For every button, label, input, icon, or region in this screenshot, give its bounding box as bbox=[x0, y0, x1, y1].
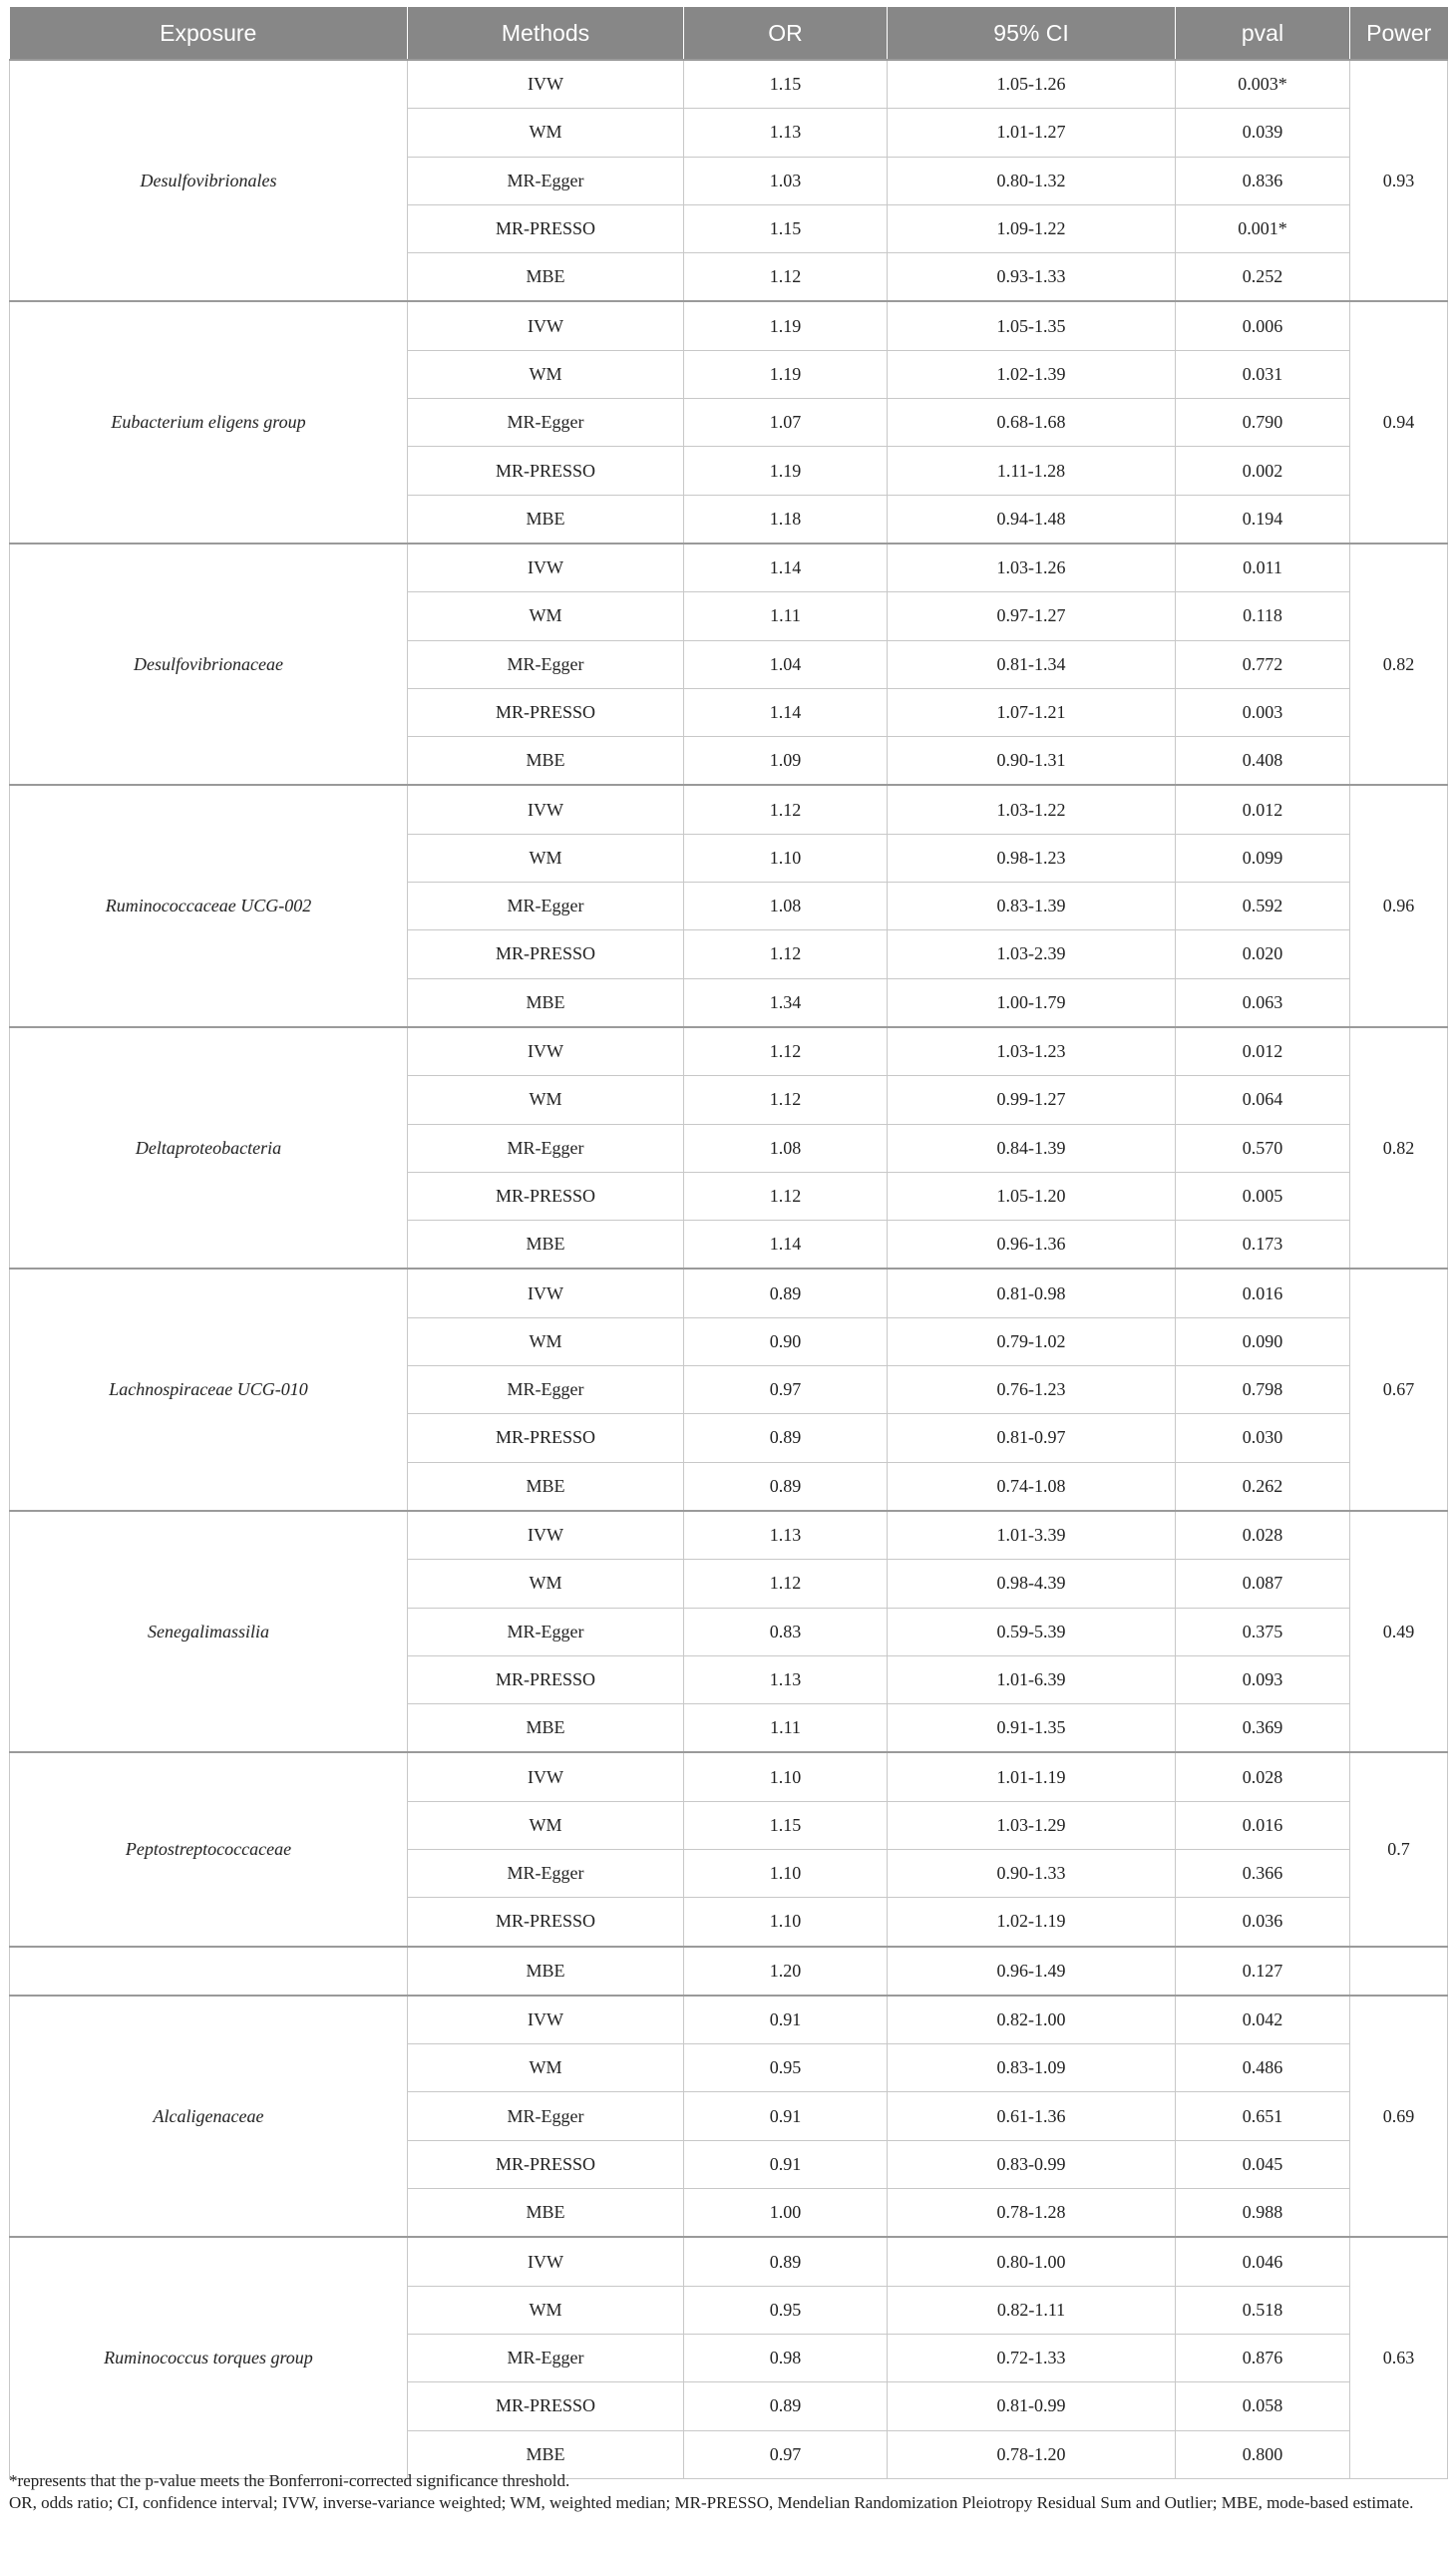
power-cell bbox=[1350, 1947, 1448, 1996]
header-pval: pval bbox=[1176, 7, 1350, 60]
table-row bbox=[10, 1752, 1448, 1801]
pval-cell: 0.087 bbox=[1176, 1560, 1350, 1608]
ci-cell: 0.79-1.02 bbox=[888, 1317, 1176, 1365]
or-cell: 1.04 bbox=[684, 640, 888, 688]
pval-cell: 0.001* bbox=[1176, 204, 1350, 252]
pval-cell: 0.173 bbox=[1176, 1221, 1350, 1270]
or-cell: 1.13 bbox=[684, 109, 888, 157]
pval-cell: 0.800 bbox=[1176, 2430, 1350, 2478]
method-cell: MBE bbox=[408, 1704, 684, 1753]
method-cell: MR-PRESSO bbox=[408, 930, 684, 978]
ci-cell: 0.98-1.23 bbox=[888, 834, 1176, 882]
method-cell: MR-Egger bbox=[408, 1366, 684, 1414]
method-cell: WM bbox=[408, 1560, 684, 1608]
or-cell: 1.13 bbox=[684, 1511, 888, 1560]
power-cell: 0.63 bbox=[1350, 2237, 1448, 2478]
ci-cell: 1.02-1.39 bbox=[888, 350, 1176, 398]
method-cell: MR-Egger bbox=[408, 883, 684, 930]
exposure-cell: Deltaproteobacteria bbox=[10, 1027, 408, 1269]
method-cell: MBE bbox=[408, 737, 684, 786]
or-cell: 0.89 bbox=[684, 2237, 888, 2286]
ci-cell: 1.03-1.23 bbox=[888, 1027, 1176, 1076]
or-cell: 1.13 bbox=[684, 1655, 888, 1703]
ci-cell: 1.03-1.22 bbox=[888, 785, 1176, 834]
method-cell: MR-PRESSO bbox=[408, 2140, 684, 2188]
power-cell: 0.67 bbox=[1350, 1269, 1448, 1510]
ci-cell: 0.99-1.27 bbox=[888, 1076, 1176, 1124]
pval-cell: 0.369 bbox=[1176, 1704, 1350, 1753]
pval-cell: 0.028 bbox=[1176, 1511, 1350, 1560]
or-cell: 1.03 bbox=[684, 157, 888, 204]
power-cell: 0.49 bbox=[1350, 1511, 1448, 1752]
pval-cell: 0.003 bbox=[1176, 688, 1350, 736]
pval-cell: 0.012 bbox=[1176, 1027, 1350, 1076]
ci-cell: 0.94-1.48 bbox=[888, 495, 1176, 544]
or-cell: 1.10 bbox=[684, 1752, 888, 1801]
table-row bbox=[10, 1027, 1448, 1076]
ci-cell: 1.05-1.35 bbox=[888, 301, 1176, 350]
method-cell: MBE bbox=[408, 2189, 684, 2238]
or-cell: 1.18 bbox=[684, 495, 888, 544]
exposure-cell bbox=[10, 1947, 408, 1996]
ci-cell: 1.01-3.39 bbox=[888, 1511, 1176, 1560]
ci-cell: 1.02-1.19 bbox=[888, 1898, 1176, 1947]
method-cell: IVW bbox=[408, 301, 684, 350]
table-header-row bbox=[10, 7, 1448, 60]
method-cell: MR-Egger bbox=[408, 2092, 684, 2140]
pval-cell: 0.836 bbox=[1176, 157, 1350, 204]
ci-cell: 1.05-1.26 bbox=[888, 60, 1176, 109]
ci-cell: 0.72-1.33 bbox=[888, 2334, 1176, 2381]
method-cell: MBE bbox=[408, 253, 684, 302]
ci-cell: 0.59-5.39 bbox=[888, 1608, 1176, 1655]
pval-cell: 0.262 bbox=[1176, 1462, 1350, 1511]
method-cell: MBE bbox=[408, 1947, 684, 1996]
ci-cell: 0.80-1.32 bbox=[888, 157, 1176, 204]
ci-cell: 0.98-4.39 bbox=[888, 1560, 1176, 1608]
pval-cell: 0.002 bbox=[1176, 447, 1350, 495]
method-cell: IVW bbox=[408, 1027, 684, 1076]
ci-cell: 1.07-1.21 bbox=[888, 688, 1176, 736]
or-cell: 0.95 bbox=[684, 2044, 888, 2092]
ci-cell: 0.81-0.98 bbox=[888, 1269, 1176, 1317]
exposure-cell: Peptostreptococcaceae bbox=[10, 1752, 408, 1946]
table-row bbox=[10, 785, 1448, 834]
power-cell: 0.82 bbox=[1350, 1027, 1448, 1269]
method-cell: MR-Egger bbox=[408, 2334, 684, 2381]
ci-cell: 0.68-1.68 bbox=[888, 399, 1176, 447]
method-cell: MR-Egger bbox=[408, 1849, 684, 1897]
pval-cell: 0.408 bbox=[1176, 737, 1350, 786]
pval-cell: 0.030 bbox=[1176, 1414, 1350, 1462]
ci-cell: 0.96-1.49 bbox=[888, 1947, 1176, 1996]
method-cell: WM bbox=[408, 1317, 684, 1365]
method-cell: WM bbox=[408, 109, 684, 157]
or-cell: 1.12 bbox=[684, 1076, 888, 1124]
table-footnotes bbox=[9, 2470, 1447, 2514]
method-cell: IVW bbox=[408, 1511, 684, 1560]
ci-cell: 0.97-1.27 bbox=[888, 592, 1176, 640]
or-cell: 0.90 bbox=[684, 1317, 888, 1365]
method-cell: IVW bbox=[408, 1752, 684, 1801]
method-cell: MBE bbox=[408, 495, 684, 544]
pval-cell: 0.518 bbox=[1176, 2286, 1350, 2334]
pval-cell: 0.012 bbox=[1176, 785, 1350, 834]
or-cell: 1.14 bbox=[684, 1221, 888, 1270]
pval-cell: 0.118 bbox=[1176, 592, 1350, 640]
method-cell: MR-Egger bbox=[408, 1608, 684, 1655]
or-cell: 1.12 bbox=[684, 1027, 888, 1076]
or-cell: 1.15 bbox=[684, 204, 888, 252]
pval-cell: 0.016 bbox=[1176, 1269, 1350, 1317]
or-cell: 1.12 bbox=[684, 1560, 888, 1608]
pval-cell: 0.375 bbox=[1176, 1608, 1350, 1655]
or-cell: 1.14 bbox=[684, 688, 888, 736]
method-cell: MR-PRESSO bbox=[408, 688, 684, 736]
pval-cell: 0.366 bbox=[1176, 1849, 1350, 1897]
or-cell: 1.08 bbox=[684, 883, 888, 930]
header-ci: 95% CI bbox=[888, 7, 1176, 60]
method-cell: MR-PRESSO bbox=[408, 1898, 684, 1947]
or-cell: 1.10 bbox=[684, 1849, 888, 1897]
table-body bbox=[10, 60, 1448, 2478]
ci-cell: 1.01-1.19 bbox=[888, 1752, 1176, 1801]
pval-cell: 0.031 bbox=[1176, 350, 1350, 398]
method-cell: WM bbox=[408, 1076, 684, 1124]
pval-cell: 0.194 bbox=[1176, 495, 1350, 544]
table-row bbox=[10, 1269, 1448, 1317]
pval-cell: 0.036 bbox=[1176, 1898, 1350, 1947]
ci-cell: 0.83-0.99 bbox=[888, 2140, 1176, 2188]
mr-results-table bbox=[9, 7, 1448, 2479]
pval-cell: 0.045 bbox=[1176, 2140, 1350, 2188]
table-row bbox=[10, 1947, 1448, 1996]
or-cell: 1.10 bbox=[684, 834, 888, 882]
ci-cell: 0.90-1.33 bbox=[888, 1849, 1176, 1897]
pval-cell: 0.039 bbox=[1176, 109, 1350, 157]
ci-cell: 1.03-1.26 bbox=[888, 544, 1176, 592]
table-row bbox=[10, 301, 1448, 350]
or-cell: 1.15 bbox=[684, 1801, 888, 1849]
method-cell: WM bbox=[408, 350, 684, 398]
method-cell: IVW bbox=[408, 1996, 684, 2044]
exposure-cell: Lachnospiraceae UCG-010 bbox=[10, 1269, 408, 1510]
or-cell: 1.20 bbox=[684, 1947, 888, 1996]
pval-cell: 0.011 bbox=[1176, 544, 1350, 592]
or-cell: 0.95 bbox=[684, 2286, 888, 2334]
or-cell: 1.12 bbox=[684, 930, 888, 978]
pval-cell: 0.064 bbox=[1176, 1076, 1350, 1124]
or-cell: 1.11 bbox=[684, 1704, 888, 1753]
exposure-cell: Desulfovibrionaceae bbox=[10, 544, 408, 785]
power-cell: 0.7 bbox=[1350, 1752, 1448, 1946]
ci-cell: 0.83-1.09 bbox=[888, 2044, 1176, 2092]
table-row bbox=[10, 1996, 1448, 2044]
pval-cell: 0.099 bbox=[1176, 834, 1350, 882]
ci-cell: 0.74-1.08 bbox=[888, 1462, 1176, 1511]
or-cell: 0.91 bbox=[684, 2092, 888, 2140]
or-cell: 1.09 bbox=[684, 737, 888, 786]
or-cell: 1.11 bbox=[684, 592, 888, 640]
pval-cell: 0.020 bbox=[1176, 930, 1350, 978]
pval-cell: 0.063 bbox=[1176, 978, 1350, 1027]
or-cell: 1.12 bbox=[684, 785, 888, 834]
ci-cell: 1.03-2.39 bbox=[888, 930, 1176, 978]
pval-cell: 0.090 bbox=[1176, 1317, 1350, 1365]
method-cell: MBE bbox=[408, 1221, 684, 1270]
pval-cell: 0.093 bbox=[1176, 1655, 1350, 1703]
ci-cell: 0.90-1.31 bbox=[888, 737, 1176, 786]
pval-cell: 0.651 bbox=[1176, 2092, 1350, 2140]
ci-cell: 0.91-1.35 bbox=[888, 1704, 1176, 1753]
exposure-cell: Desulfovibrionales bbox=[10, 60, 408, 301]
or-cell: 1.12 bbox=[684, 253, 888, 302]
ci-cell: 0.81-0.97 bbox=[888, 1414, 1176, 1462]
ci-cell: 0.76-1.23 bbox=[888, 1366, 1176, 1414]
pval-cell: 0.988 bbox=[1176, 2189, 1350, 2238]
method-cell: MR-Egger bbox=[408, 640, 684, 688]
pval-cell: 0.592 bbox=[1176, 883, 1350, 930]
pval-cell: 0.486 bbox=[1176, 2044, 1350, 2092]
method-cell: MR-PRESSO bbox=[408, 1655, 684, 1703]
or-cell: 1.19 bbox=[684, 350, 888, 398]
or-cell: 1.10 bbox=[684, 1898, 888, 1947]
method-cell: MR-PRESSO bbox=[408, 447, 684, 495]
pval-cell: 0.003* bbox=[1176, 60, 1350, 109]
method-cell: MR-PRESSO bbox=[408, 204, 684, 252]
ci-cell: 0.82-1.11 bbox=[888, 2286, 1176, 2334]
ci-cell: 0.80-1.00 bbox=[888, 2237, 1176, 2286]
or-cell: 1.08 bbox=[684, 1124, 888, 1172]
exposure-cell: Ruminococcus torques group bbox=[10, 2237, 408, 2478]
method-cell: WM bbox=[408, 2044, 684, 2092]
method-cell: MR-PRESSO bbox=[408, 2382, 684, 2430]
pval-cell: 0.058 bbox=[1176, 2382, 1350, 2430]
pval-cell: 0.570 bbox=[1176, 1124, 1350, 1172]
or-cell: 0.89 bbox=[684, 1269, 888, 1317]
results-table-container bbox=[9, 7, 1447, 2479]
ci-cell: 1.03-1.29 bbox=[888, 1801, 1176, 1849]
method-cell: MBE bbox=[408, 1462, 684, 1511]
footnote-significance: *represents that the p-value meets the Bonferroni-corrected significance threshold. bbox=[9, 2471, 570, 2490]
or-cell: 0.91 bbox=[684, 2140, 888, 2188]
ci-cell: 1.09-1.22 bbox=[888, 204, 1176, 252]
ci-cell: 1.01-1.27 bbox=[888, 109, 1176, 157]
power-cell: 0.96 bbox=[1350, 785, 1448, 1026]
or-cell: 0.97 bbox=[684, 1366, 888, 1414]
pval-cell: 0.028 bbox=[1176, 1752, 1350, 1801]
ci-cell: 0.78-1.28 bbox=[888, 2189, 1176, 2238]
table-row bbox=[10, 1511, 1448, 1560]
exposure-cell: Ruminococcaceae UCG-002 bbox=[10, 785, 408, 1026]
or-cell: 0.98 bbox=[684, 2334, 888, 2381]
exposure-cell: Alcaligenaceae bbox=[10, 1996, 408, 2237]
method-cell: WM bbox=[408, 834, 684, 882]
method-cell: MR-Egger bbox=[408, 399, 684, 447]
or-cell: 1.19 bbox=[684, 301, 888, 350]
ci-cell: 1.11-1.28 bbox=[888, 447, 1176, 495]
method-cell: MR-Egger bbox=[408, 157, 684, 204]
or-cell: 1.15 bbox=[684, 60, 888, 109]
pval-cell: 0.127 bbox=[1176, 1947, 1350, 1996]
or-cell: 1.34 bbox=[684, 978, 888, 1027]
or-cell: 1.14 bbox=[684, 544, 888, 592]
or-cell: 0.91 bbox=[684, 1996, 888, 2044]
exposure-cell: Eubacterium eligens group bbox=[10, 301, 408, 543]
method-cell: WM bbox=[408, 1801, 684, 1849]
header-methods: Methods bbox=[408, 7, 684, 60]
power-cell: 0.94 bbox=[1350, 301, 1448, 543]
ci-cell: 0.96-1.36 bbox=[888, 1221, 1176, 1270]
ci-cell: 0.83-1.39 bbox=[888, 883, 1176, 930]
pval-cell: 0.876 bbox=[1176, 2334, 1350, 2381]
method-cell: IVW bbox=[408, 2237, 684, 2286]
pval-cell: 0.016 bbox=[1176, 1801, 1350, 1849]
or-cell: 0.89 bbox=[684, 1414, 888, 1462]
method-cell: IVW bbox=[408, 60, 684, 109]
ci-cell: 1.00-1.79 bbox=[888, 978, 1176, 1027]
ci-cell: 0.84-1.39 bbox=[888, 1124, 1176, 1172]
power-cell: 0.93 bbox=[1350, 60, 1448, 301]
ci-cell: 0.61-1.36 bbox=[888, 2092, 1176, 2140]
pval-cell: 0.046 bbox=[1176, 2237, 1350, 2286]
table-row bbox=[10, 544, 1448, 592]
method-cell: IVW bbox=[408, 785, 684, 834]
pval-cell: 0.006 bbox=[1176, 301, 1350, 350]
ci-cell: 1.05-1.20 bbox=[888, 1172, 1176, 1220]
footnote-abbreviations: OR, odds ratio; CI, confidence interval; IVW, inverse-variance weighted; WM, weighted median; MR-PRESSO, Mendelian Randomization Pleiotropy Residual Sum and Outlier; MBE, mode-based estimate. bbox=[9, 2493, 1414, 2512]
power-cell: 0.82 bbox=[1350, 544, 1448, 785]
table-row bbox=[10, 60, 1448, 109]
method-cell: MR-Egger bbox=[408, 1124, 684, 1172]
pval-cell: 0.798 bbox=[1176, 1366, 1350, 1414]
or-cell: 1.12 bbox=[684, 1172, 888, 1220]
ci-cell: 0.81-1.34 bbox=[888, 640, 1176, 688]
power-cell: 0.69 bbox=[1350, 1996, 1448, 2237]
pval-cell: 0.790 bbox=[1176, 399, 1350, 447]
ci-cell: 0.93-1.33 bbox=[888, 253, 1176, 302]
header-exposure: Exposure bbox=[10, 7, 408, 60]
method-cell: MBE bbox=[408, 2430, 684, 2478]
method-cell: WM bbox=[408, 2286, 684, 2334]
method-cell: MBE bbox=[408, 978, 684, 1027]
ci-cell: 1.01-6.39 bbox=[888, 1655, 1176, 1703]
method-cell: IVW bbox=[408, 1269, 684, 1317]
method-cell: MR-PRESSO bbox=[408, 1172, 684, 1220]
ci-cell: 0.78-1.20 bbox=[888, 2430, 1176, 2478]
or-cell: 0.83 bbox=[684, 1608, 888, 1655]
method-cell: IVW bbox=[408, 544, 684, 592]
pval-cell: 0.772 bbox=[1176, 640, 1350, 688]
pval-cell: 0.252 bbox=[1176, 253, 1350, 302]
method-cell: WM bbox=[408, 592, 684, 640]
or-cell: 0.97 bbox=[684, 2430, 888, 2478]
or-cell: 1.07 bbox=[684, 399, 888, 447]
or-cell: 0.89 bbox=[684, 1462, 888, 1511]
or-cell: 0.89 bbox=[684, 2382, 888, 2430]
ci-cell: 0.82-1.00 bbox=[888, 1996, 1176, 2044]
pval-cell: 0.005 bbox=[1176, 1172, 1350, 1220]
ci-cell: 0.81-0.99 bbox=[888, 2382, 1176, 2430]
or-cell: 1.19 bbox=[684, 447, 888, 495]
header-or: OR bbox=[684, 7, 888, 60]
header-power: Power bbox=[1350, 7, 1448, 60]
exposure-cell: Senegalimassilia bbox=[10, 1511, 408, 1752]
pval-cell: 0.042 bbox=[1176, 1996, 1350, 2044]
or-cell: 1.00 bbox=[684, 2189, 888, 2238]
method-cell: MR-PRESSO bbox=[408, 1414, 684, 1462]
table-row bbox=[10, 2237, 1448, 2286]
